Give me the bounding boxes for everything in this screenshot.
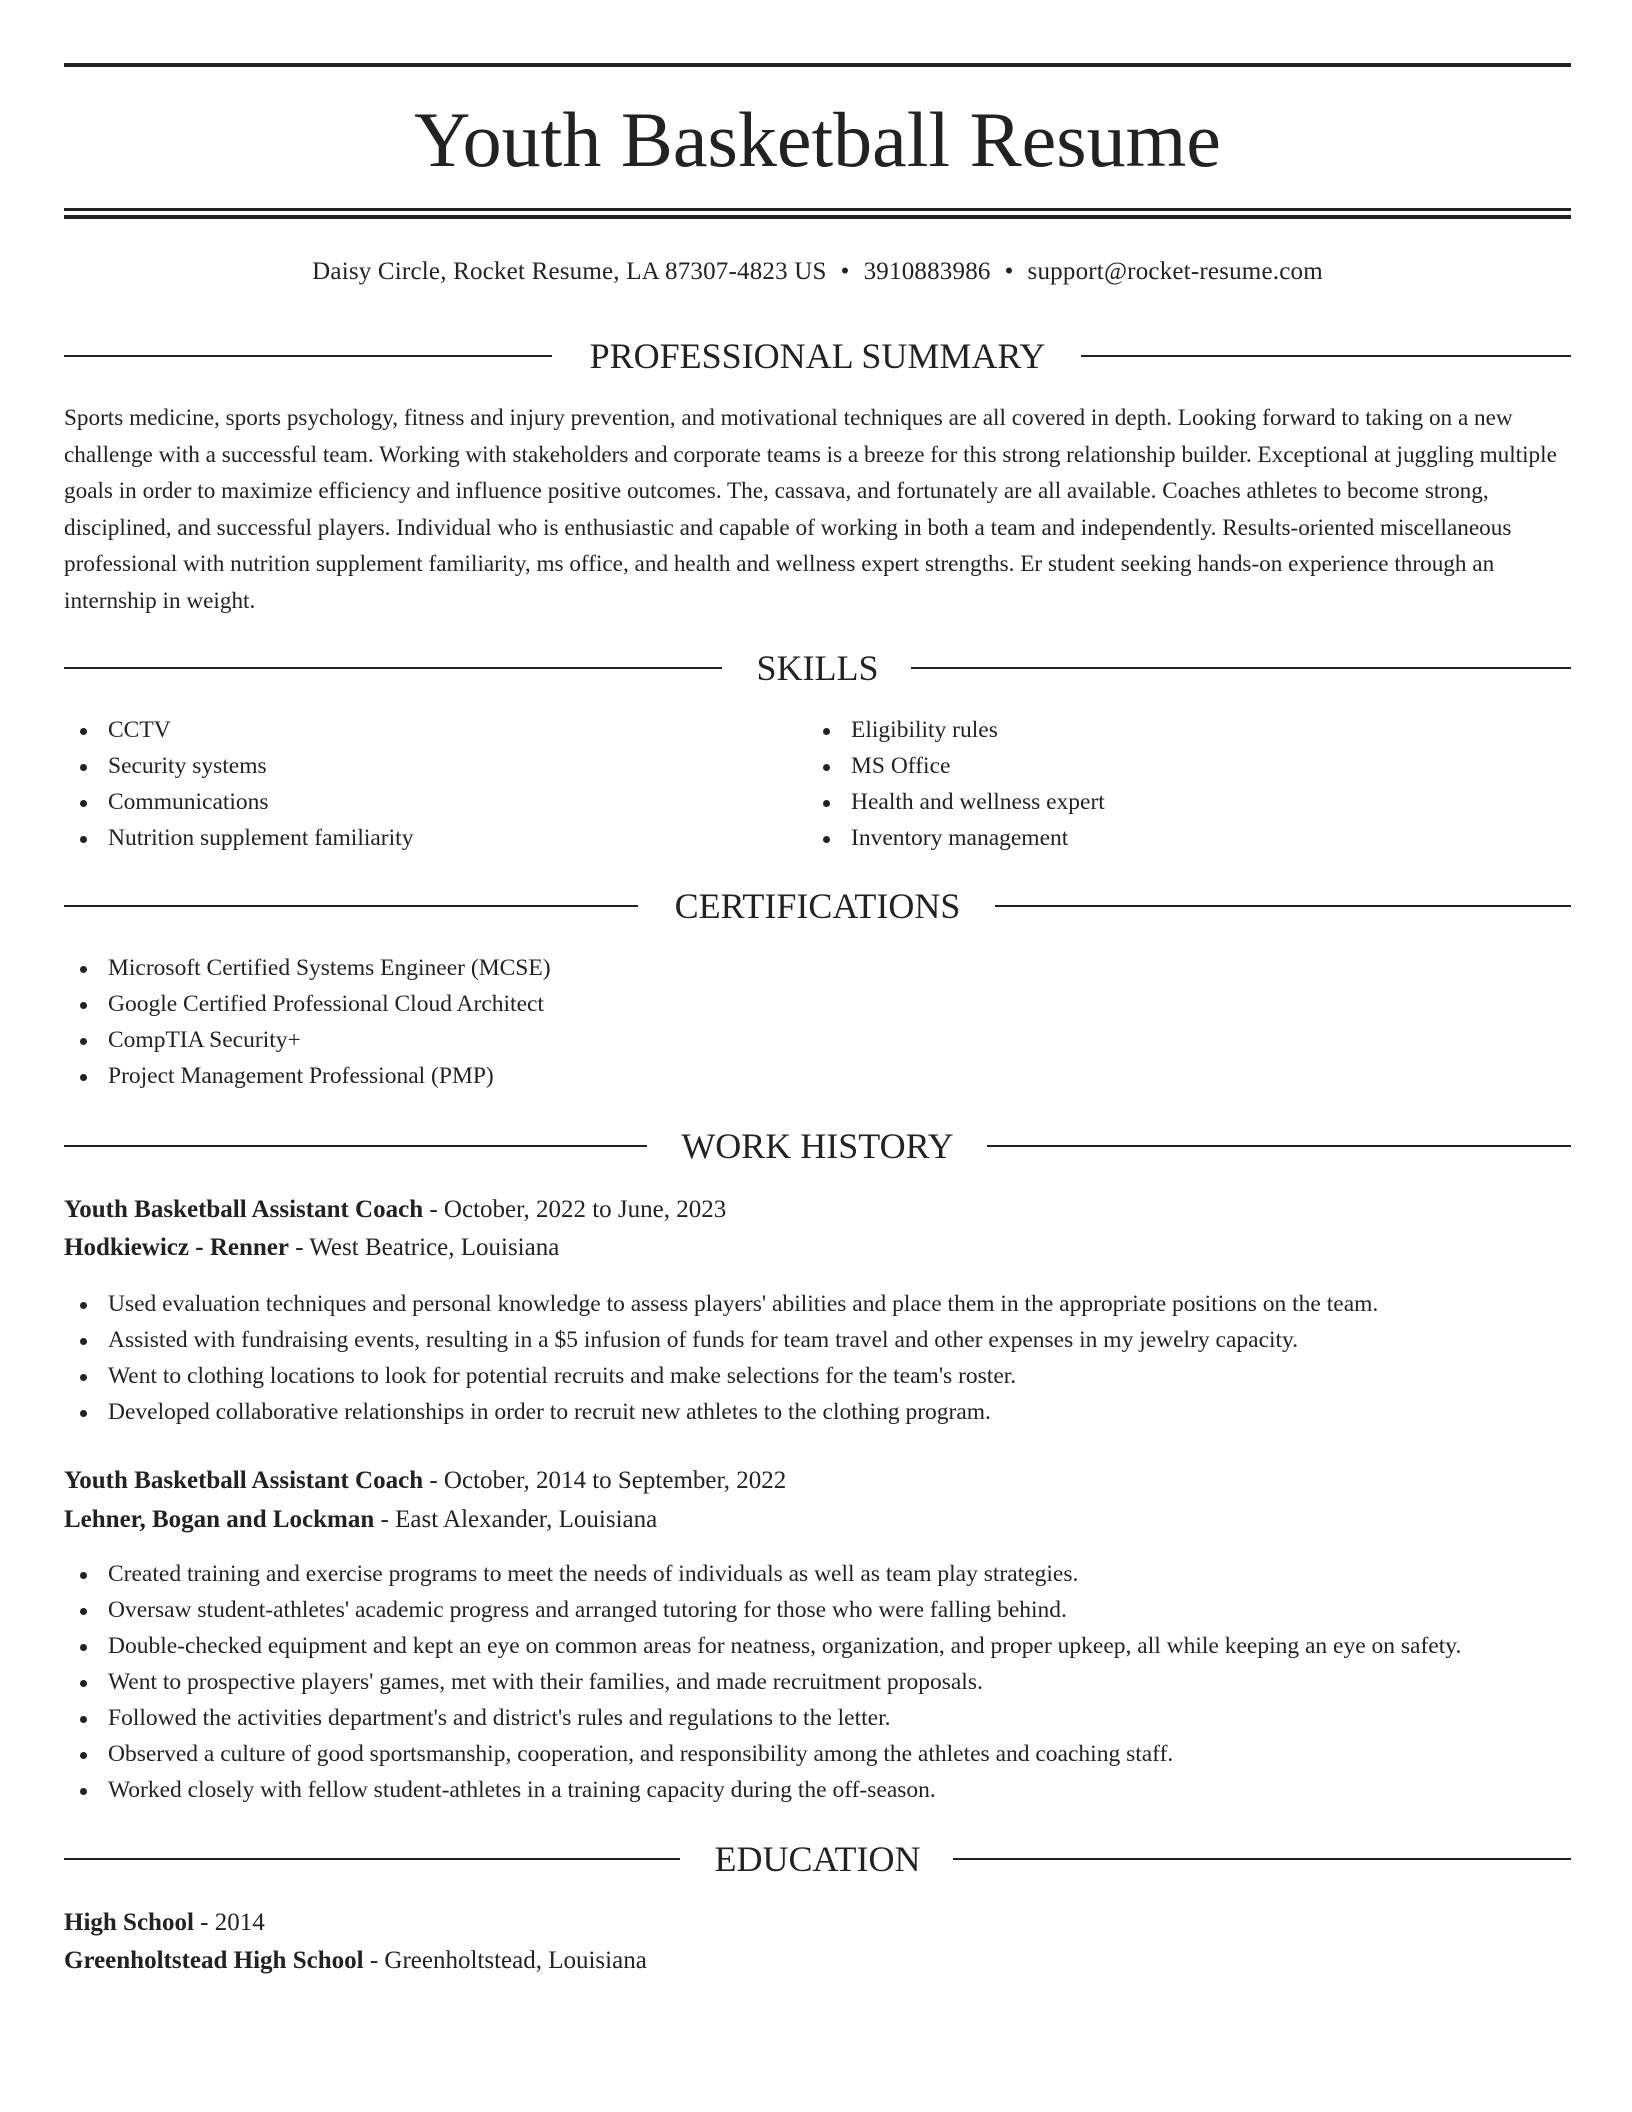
contact-line — [64, 255, 1571, 289]
job-dates: - October, 2014 to September, 2022 — [423, 1467, 787, 1494]
section-rule — [953, 1858, 1571, 1860]
skill-item: Nutrition supplement familiarity — [64, 820, 413, 856]
section-heading-certifications — [64, 884, 1571, 928]
skill-item: Communications — [64, 784, 413, 820]
contact-separator: • — [840, 258, 850, 285]
page-title: Youth Basketball Resume — [414, 96, 1221, 183]
section-title: EDUCATION — [714, 1839, 921, 1879]
skill-item: CCTV — [64, 712, 413, 748]
certification-item: CompTIA Security+ — [64, 1022, 551, 1058]
section-heading-skills — [64, 646, 1571, 690]
section-rule — [995, 905, 1571, 907]
summary-paragraph: Sports medicine, sports psychology, fitness and injury prevention, and motivational techniques are all covered in depth. Looking forward to taking on a new challenge with a successful team. Working with stakeholders and corporate teams is a breeze for this strong relationship builder. Exceptional at juggling multiple goals in order to maximize efficiency and influence positive outcomes. The, cassava, and fortunately are all available. Coaches athletes to become strong, disciplined, and successful players. Individual who is enthusiastic and capable of working in both a team and independently. Results-oriented miscellaneous professional with nutrition supplement familiarity, ms office, and health and wellness expert strengths. Er student seeking hands-on experience through an internship in weight. — [64, 405, 1557, 614]
education-year: - 2014 — [193, 1909, 265, 1936]
education-degree: High School — [64, 1909, 194, 1936]
job-title: Youth Basketball Assistant Coach — [64, 1196, 424, 1223]
skill-item: Security systems — [64, 748, 413, 784]
skill-item: Inventory management — [807, 820, 1105, 856]
job-bullet: Created training and exercise programs to meet the needs of individuals as well as team play strategies. — [64, 1556, 1461, 1592]
job-bullet: Observed a culture of good sportsmanship, cooperation, and responsibility among the athletes and coaching staff. — [64, 1736, 1461, 1772]
job-bullet: Assisted with fundraising events, resulting in a $5 infusion of funds for team travel and other expenses in my jewelry capacity. — [64, 1322, 1378, 1358]
section-rule — [1081, 355, 1571, 357]
job-bullet: Worked closely with fellow student-athletes in a training capacity during the off-season. — [64, 1772, 1461, 1808]
skills-list-right — [807, 712, 1105, 856]
title-double-rule-upper — [64, 208, 1571, 211]
job-location: - East Alexander, Louisiana — [374, 1506, 658, 1533]
certification-item: Google Certified Professional Cloud Architect — [64, 986, 551, 1022]
section-title: PROFESSIONAL SUMMARY — [589, 336, 1046, 376]
job-bullet: Followed the activities department's and district's rules and regulations to the letter. — [64, 1700, 1461, 1736]
contact-separator: • — [1004, 258, 1014, 285]
job-bullet: Used evaluation techniques and personal knowledge to assess players' abilities and place them in the appropriate positions on the team. — [64, 1286, 1378, 1322]
section-heading-work-history — [64, 1124, 1571, 1168]
contact-address: Daisy Circle, Rocket Resume, LA 87307-4823 US — [312, 258, 827, 285]
section-title: CERTIFICATIONS — [674, 886, 961, 926]
job-bullets — [64, 1556, 1461, 1808]
section-heading-education — [64, 1837, 1571, 1881]
job-company: Lehner, Bogan and Lockman — [64, 1506, 375, 1533]
section-rule — [987, 1145, 1571, 1147]
section-heading-summary — [64, 334, 1571, 378]
section-rule — [911, 667, 1571, 669]
job-bullet: Developed collaborative relationships in order to recruit new athletes to the clothing program. — [64, 1394, 1378, 1430]
contact-email: support@rocket-resume.com — [1027, 258, 1323, 285]
title-double-rule-lower — [64, 215, 1571, 219]
job-dates: - October, 2022 to June, 2023 — [423, 1196, 727, 1223]
job-company-line — [64, 1501, 657, 1539]
top-rule — [64, 63, 1571, 67]
education-school-line — [64, 1942, 647, 1980]
section-title: SKILLS — [756, 648, 879, 688]
job-location: - West Beatrice, Louisiana — [288, 1234, 560, 1261]
skill-item: Health and wellness expert — [807, 784, 1105, 820]
job-company: Hodkiewicz - Renner — [64, 1234, 289, 1261]
job-bullet: Went to prospective players' games, met with their families, and made recruitment proposals. — [64, 1664, 1461, 1700]
skill-item: MS Office — [807, 748, 1105, 784]
education-degree-line — [64, 1904, 265, 1942]
certifications-list — [64, 950, 551, 1094]
job-bullets — [64, 1286, 1378, 1430]
job-title-line — [64, 1462, 786, 1500]
job-title-line — [64, 1191, 726, 1229]
section-title: WORK HISTORY — [681, 1126, 954, 1166]
education-school: Greenholtstead High School — [64, 1947, 364, 1974]
job-bullet: Double-checked equipment and kept an eye on common areas for neatness, organization, and proper upkeep, all while keeping an eye on safety. — [64, 1628, 1461, 1664]
job-bullet: Went to clothing locations to look for potential recruits and make selections for the team's roster. — [64, 1358, 1378, 1394]
education-location: - Greenholtstead, Louisiana — [363, 1947, 647, 1974]
job-bullet: Oversaw student-athletes' academic progress and arranged tutoring for those who were falling behind. — [64, 1592, 1461, 1628]
job-company-line — [64, 1229, 559, 1267]
skills-list-left — [64, 712, 413, 856]
skill-item: Eligibility rules — [807, 712, 1105, 748]
certification-item: Project Management Professional (PMP) — [64, 1058, 551, 1094]
certification-item: Microsoft Certified Systems Engineer (MCSE) — [64, 950, 551, 986]
job-title: Youth Basketball Assistant Coach — [64, 1467, 424, 1494]
contact-phone: 3910883986 — [863, 258, 991, 285]
